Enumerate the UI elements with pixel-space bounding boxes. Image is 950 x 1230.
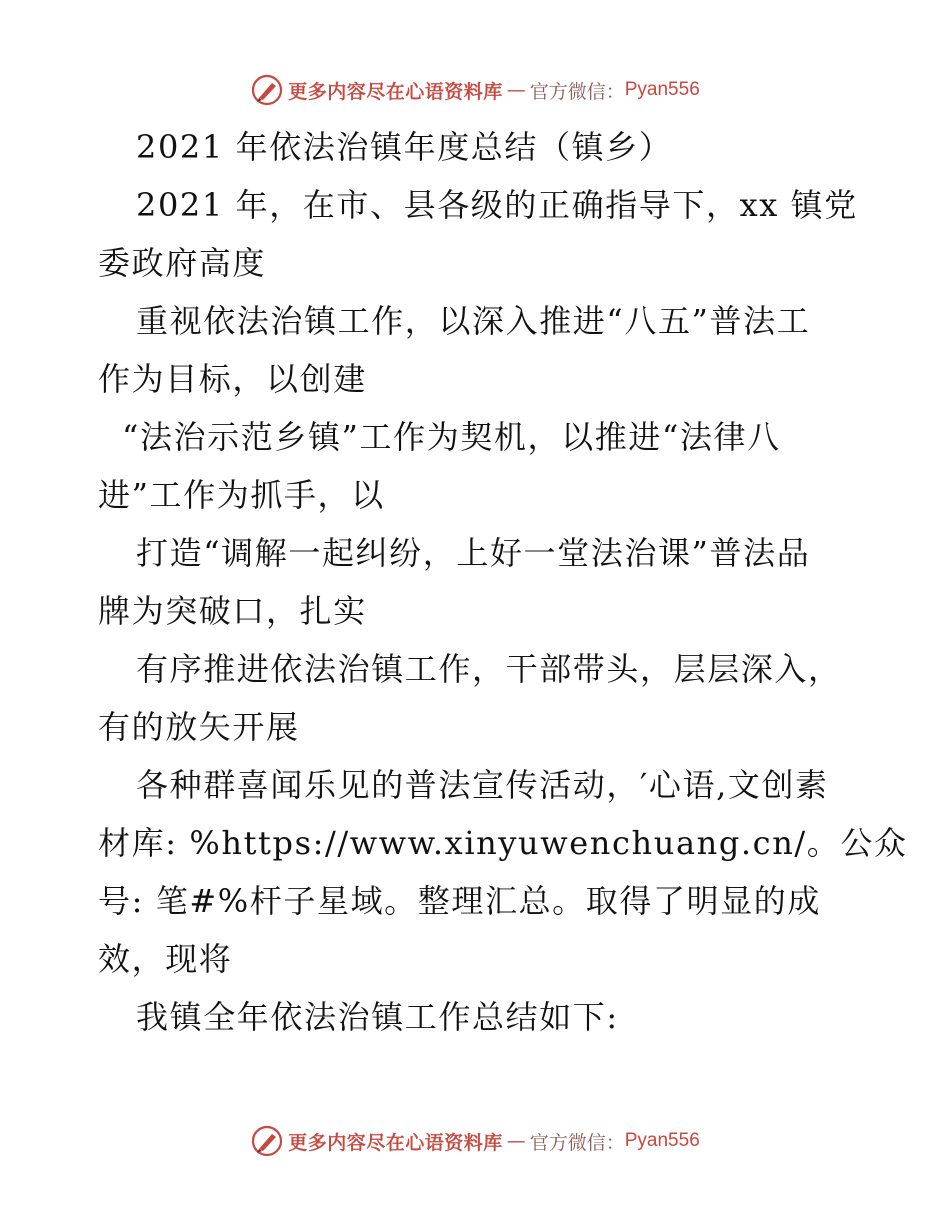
paragraph-line: 作为目标，以创建 [98,360,367,398]
watermark-header [0,70,950,110]
paragraph-line: 各种群喜闻乐见的普法宣传活动，′心语,文创素 [136,766,829,804]
paragraph-line: 进”工作为抓手，以 [98,476,385,514]
watermark-wechat-id: Pyan556 [624,1130,700,1151]
paragraph-line: 打造“调解一起纠纷，上好一堂法治课”普法品 [136,534,811,572]
paragraph-line: 重视依法治镇工作，以深入推进“八五”普法工 [136,302,811,340]
document-title: 2021 年依法治镇年度总结（镇乡） [136,128,673,166]
paragraph-line: 材库: %https://www.xinyuwenchuang.cn/。公众 [98,824,908,862]
watermark-main-text: 更多内容尽在心语资料库 [288,1131,503,1154]
paragraph-line: 有的放矢开展 [98,708,300,746]
watermark-label: 官方微信： [529,1131,625,1154]
watermark-label: 官方微信： [529,80,625,103]
paragraph-line: 委政府高度 [98,244,267,282]
watermark-main-text: 更多内容尽在心语资料库 [288,80,503,103]
watermark-footer [0,1121,950,1161]
paragraph-line: 号: 笔#%杆子星域。整理汇总。取得了明显的成 [98,882,821,920]
paragraph-line: “法治示范乡镇”工作为契机，以推进“法律八 [122,418,781,456]
pen-logo-icon [250,73,284,107]
paragraph-line: 2021 年，在市、县各级的正确指导下，xx 镇党 [136,186,858,224]
document-body [98,118,908,1046]
watermark-separator: — [506,79,526,101]
watermark-separator: — [506,1130,526,1152]
paragraph-line: 有序推进依法治镇工作，干部带头，层层深入， [136,650,842,688]
paragraph-line: 效，现将 [98,940,233,978]
paragraph-line: 我镇全年依法治镇工作总结如下: [136,998,619,1036]
pen-logo-icon [250,1124,284,1158]
paragraph-line: 牌为突破口，扎实 [98,592,367,630]
watermark-wechat-id: Pyan556 [624,79,700,100]
